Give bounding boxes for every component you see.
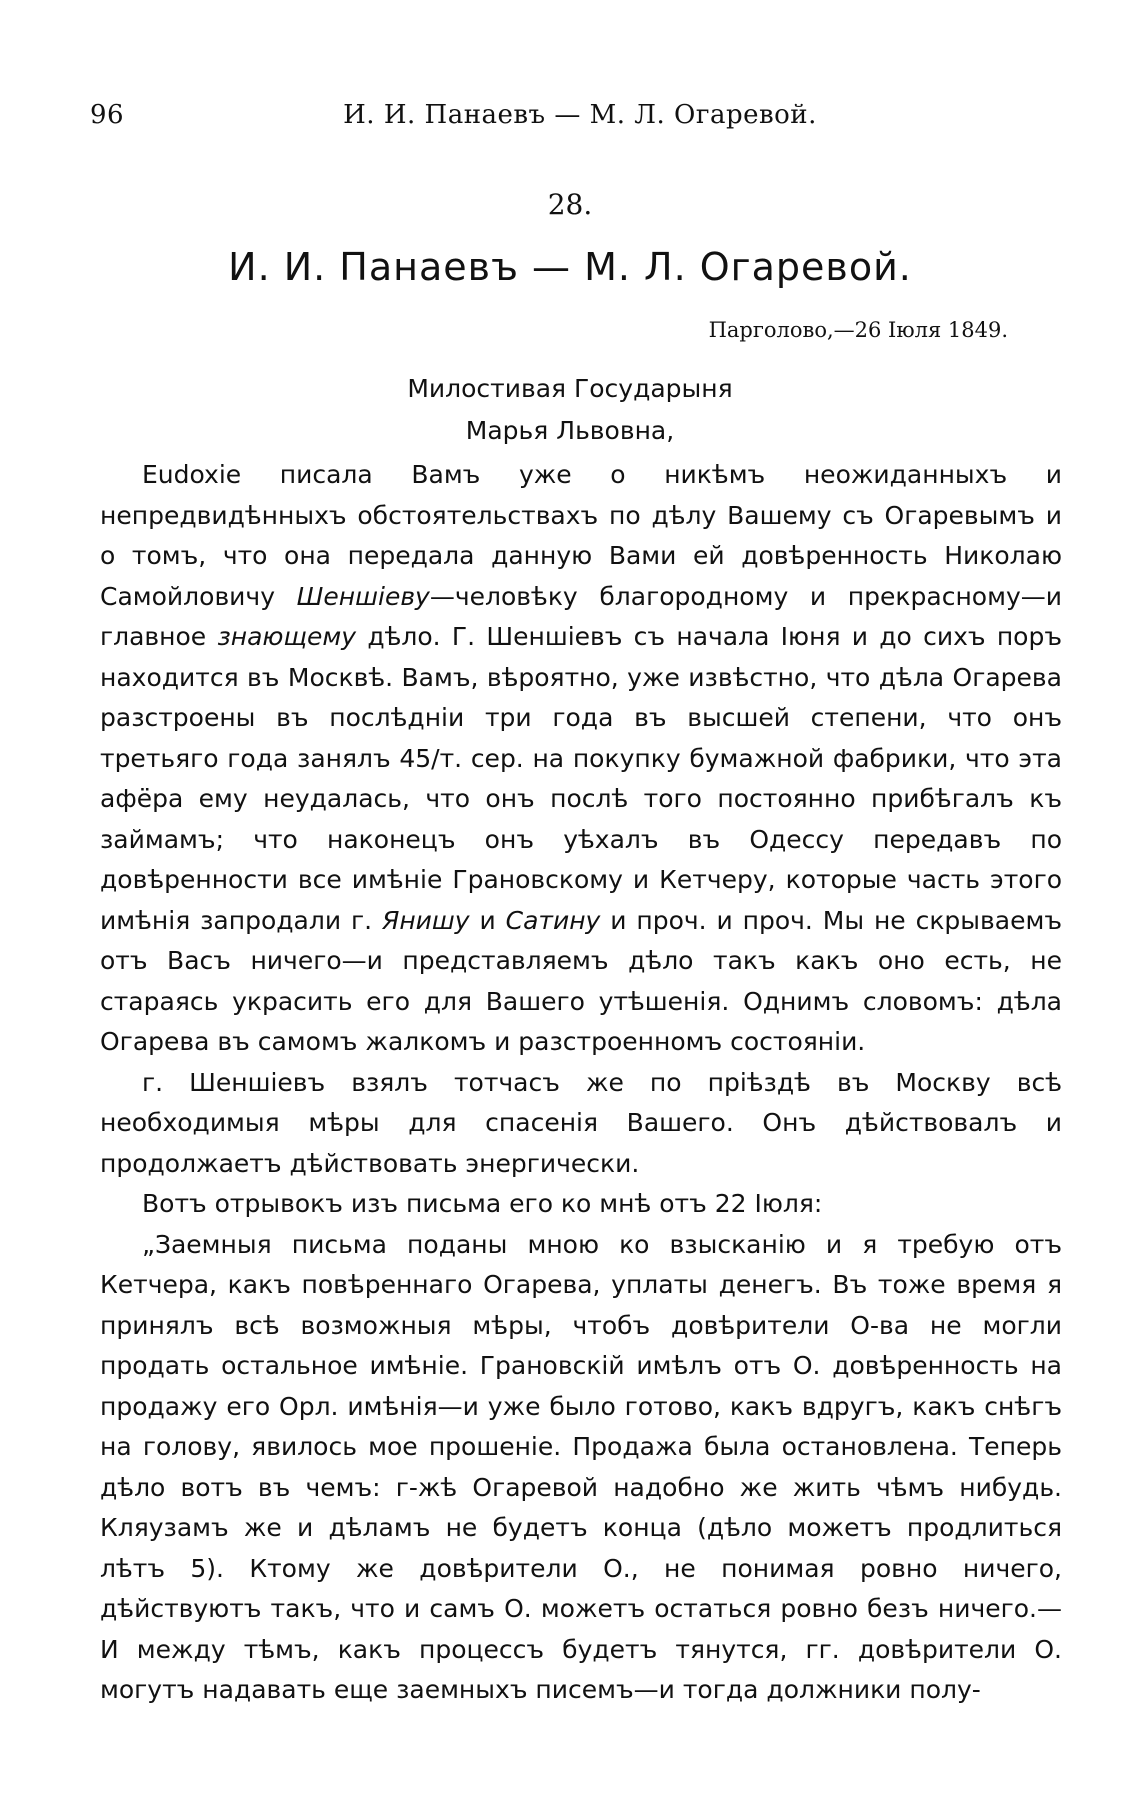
letter-number: 28.	[547, 188, 593, 221]
salutation-line: Марья Львовна,	[465, 416, 675, 445]
letter-body	[100, 455, 1062, 1711]
letter-date-line: Парголово,—26 Іюля 1849.	[708, 318, 1008, 342]
italic-name: Сатину	[505, 905, 601, 935]
body-paragraph: г. Шеншіевъ взялъ тотчасъ же по пріѣздѣ въ Москву всѣ необходимыя мѣры для спасенія Вашего. Онъ дѣйствовалъ и продолжаетъ дѣйствовать энергически.	[100, 1067, 1062, 1178]
text-run: и	[469, 905, 506, 935]
salutation-line: Милостивая Государыня	[407, 374, 733, 403]
italic-name: Шеншіеву	[296, 581, 430, 611]
body-paragraph	[100, 455, 1062, 1063]
letter-heading: И. И. Панаевъ — М. Л. Огаревой.	[228, 245, 912, 289]
text-run: и проч. и проч. Мы не скрываемъ отъ Васъ ничего—и представляемъ дѣло такъ какъ оно есть, не стараясь украсить его для Вашего утѣшенія. Однимъ словомъ: дѣла Огарева въ самомъ жалкомъ и разстроенномъ состояніи.	[100, 905, 1062, 1056]
body-paragraph: Вотъ отрывокъ изъ письма его ко мнѣ отъ 22 Іюля:	[142, 1189, 823, 1218]
italic-word: знающему	[217, 622, 357, 651]
running-title: И. И. Панаевъ — М. Л. Огаревой.	[343, 100, 817, 130]
text-run: дѣло. Г. Шеншіевъ съ начала Іюня и до сихъ поръ находится въ Москвѣ. Вамъ, вѣроятно, уже извѣстно, что дѣла Огарева разстроены въ послѣдніи три года въ высшей степени, что онъ третьяго года занялъ 45/т. сер. на покупку бумажной фабрики, что эта афёра ему неудалась, что онъ послѣ того постоянно прибѣгалъ къ займамъ; что наконецъ онъ уѣхалъ въ Одессу передавъ по довѣренности все имѣніе Грановскому и Кетчеру, которые часть этого имѣнія запродали г.	[100, 622, 1063, 935]
salutation	[0, 368, 1140, 452]
text-run: —человѣку благородному и прекрасному—и главное	[100, 581, 1062, 651]
body-paragraph: „Заемныя письма поданы мною ко взысканію и я требую отъ Кетчера, какъ повѣреннаго Огарева, уплаты денегъ. Въ тоже время я принялъ всѣ возможныя мѣры, чтобъ довѣрители О-ва не могли продать остальное имѣніе. Грановскій имѣлъ отъ О. довѣренность на продажу его Орл. имѣнія—и уже было готово, какъ вдругъ, какъ снѣгъ на голову, явилось мое прошеніе. Продажа была остановлена. Теперь дѣло вотъ въ чемъ: г-жѣ Огаревой надобно же жить чѣмъ нибудь. Кляузамъ же и дѣламъ не будетъ конца (дѣло можетъ продлиться лѣтъ 5). Ктому же довѣрители О., не понимая ровно ничего, дѣйствуютъ такъ, что и самъ О. можетъ остаться ровно безъ ничего.—И между тѣмъ, какъ процессъ будетъ тянутся, гг. довѣрители О. могутъ надавать еще заемныхъ писемъ—и тогда должники полу-	[100, 1229, 1062, 1704]
running-header	[90, 100, 1030, 140]
italic-name: Янишу	[381, 905, 470, 935]
text-run: Eudoxie писала Вамъ уже о никѣмъ неожиданныхъ и непредвидѣнныхъ обстоятельствахъ по дѣлу Вашему съ Огаревымъ и о томъ, что она передала данную Вами ей довѣренность Николаю Самойловичу	[100, 460, 1062, 611]
page-number: 96	[90, 100, 125, 130]
